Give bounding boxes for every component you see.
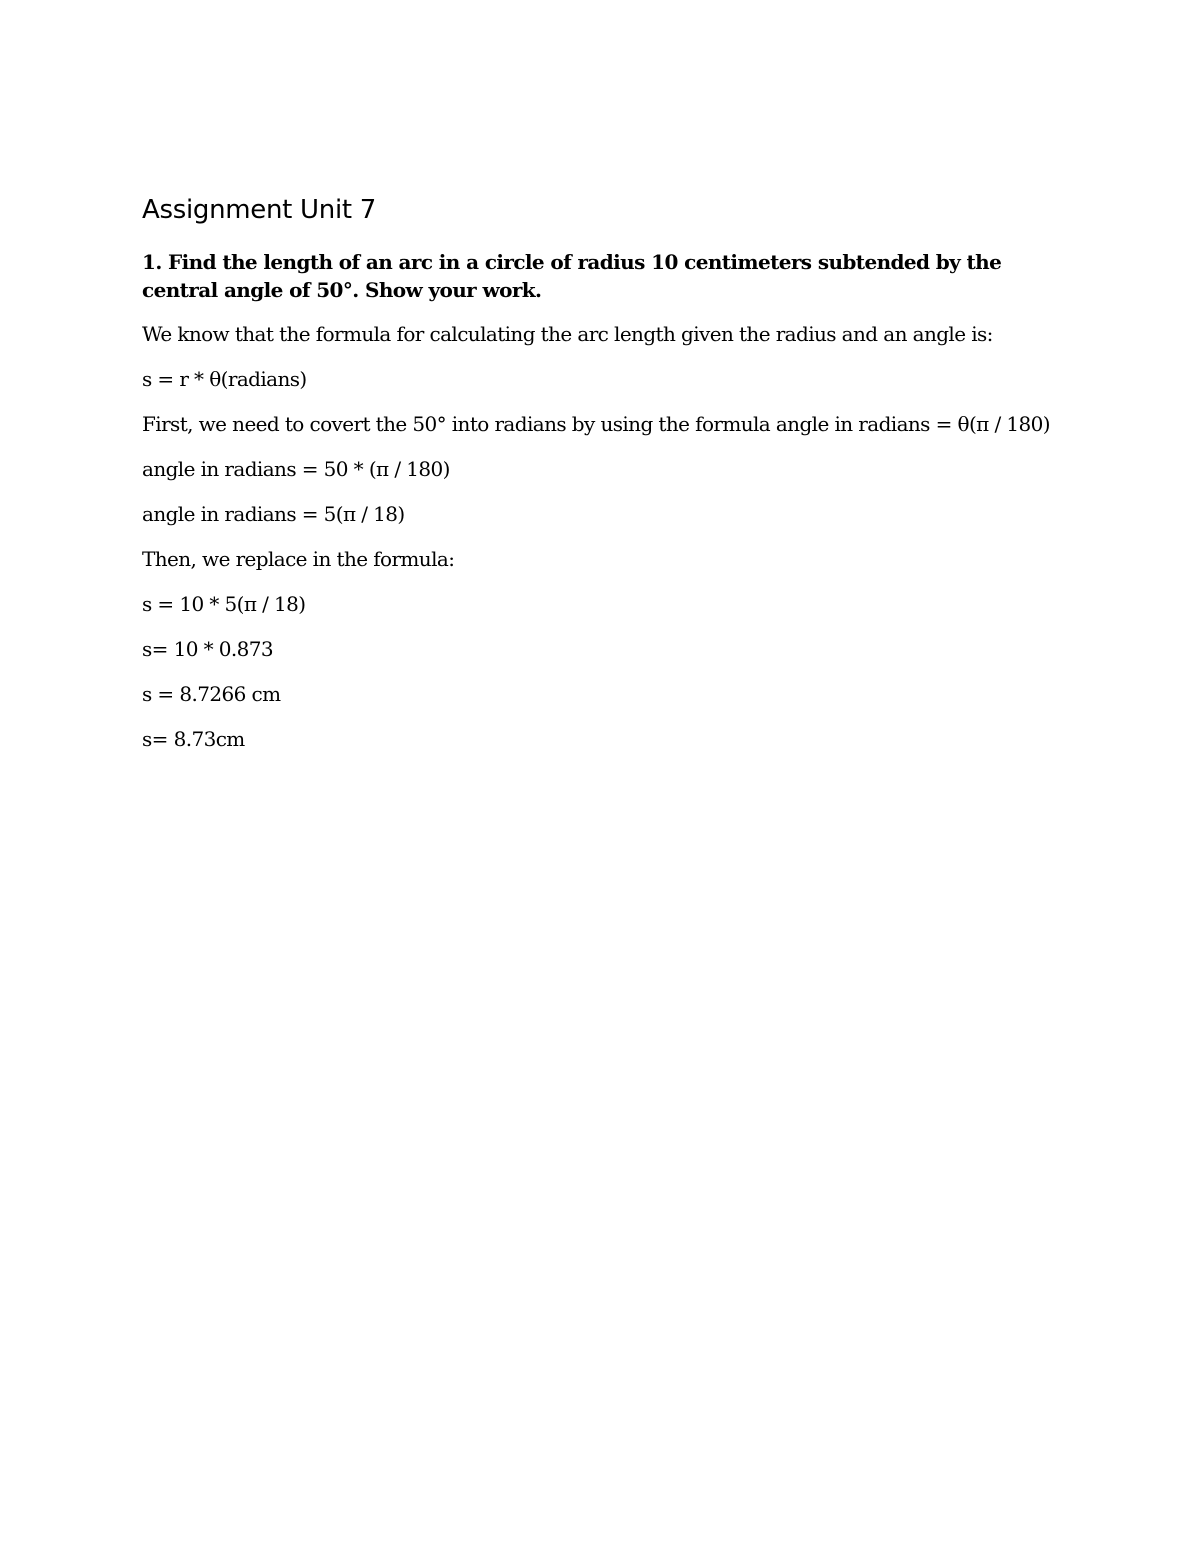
answer-line: s = r * θ(radians) [142, 367, 307, 391]
answer-line: angle in radians = 50 * (π / 180) [142, 457, 450, 481]
answer-line: angle in radians = 5(π / 18) [142, 502, 405, 526]
answer-line: s = 10 * 5(π / 18) [142, 592, 306, 616]
answer-line: s= 8.73cm [142, 727, 245, 751]
answer-line: We know that the formula for calculating the arc length given the radius and an angle is: [142, 322, 993, 346]
document-body [142, 192, 1062, 770]
answer-line: Then, we replace in the formula: [142, 547, 455, 571]
document-title: Assignment Unit 7 [142, 195, 376, 225]
answer-line: First, we need to covert the 50° into radians by using the formula angle in radians = θ(π / 180) [142, 412, 1050, 436]
question-text: 1. Find the length of an arc in a circle of radius 10 centimeters subtended by the central angle of 50°. Show your work. [142, 250, 1002, 302]
answer-line: s = 8.7266 cm [142, 682, 281, 706]
answer-line: s= 10 * 0.873 [142, 637, 273, 661]
